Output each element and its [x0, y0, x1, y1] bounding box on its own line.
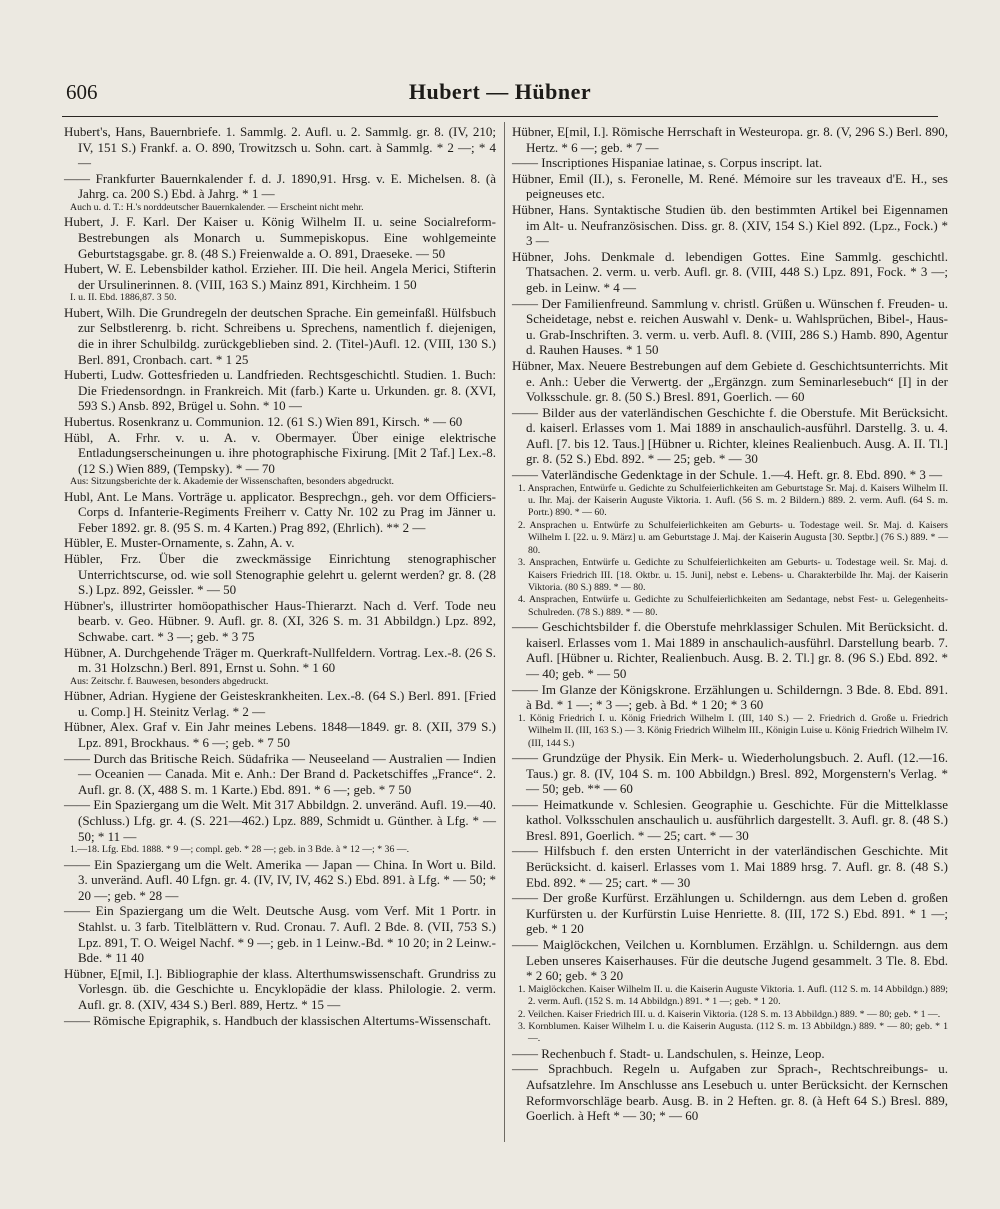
entry-note: 3. Ansprachen, Entwürfe u. Gedichte zu Schulfeierlichkeiten am Geburts- u. Todestage weil. Sr. Maj. d. Kaisers Friedrich III. [18. Oktbr. u. 15. Juni], nebst e. Lebens- u. Charakterbilde Ihr. Maj. der Kaiserin Viktoria. (80 S.) 889. * — 80.	[518, 557, 948, 593]
catalog-entry: —— Der große Kurfürst. Erzählungen u. Schilderngn. aus dem Leben d. großen Kurfürsten u. der Kurfürstin Luise Henriette. 8. (III, 172 S.) Ebd. 891. * 1 —; geb. * 1 20	[512, 890, 948, 937]
entry-note: I. u. II. Ebd. 1886,87. 3 50.	[70, 292, 177, 304]
catalog-entry: Hübner, A. Durchgehende Träger m. Querkraft-Nullfeldern. Vortrag. Lex.-8. (26 S. m. 31 Holzschn.) Berl. 891, Ernst u. Sohn. * 1 60	[64, 644, 496, 676]
catalog-entry: Hübner, Johs. Denkmale d. lebendigen Gottes. Eine Sammlg. geschichtl. Thatsachen. 2. verm. u. verb. Aufl. gr. 8. (VIII, 448 S.) Lpz. 891, Fock. * 3 —; geb. in Leinw. * 4 —	[512, 248, 948, 295]
catalog-entry: Hübner, Emil (II.), s. Feronelle, M. René. Mémoire sur les traveaux d'E. H., ses peigneuses etc.	[512, 170, 948, 202]
catalog-entry: —— Römische Epigraphik, s. Handbuch der klassischen Altertums-Wissenschaft.	[64, 1012, 491, 1028]
catalog-entry: Hübner, Hans. Syntaktische Studien üb. den bestimmten Artikel bei Eigennamen im Alt- u. Neufranzösischen. Diss. gr. 8. (XIV, 154 S.) Kiel 892. (Lpz., Fock.) * 3 —	[512, 201, 948, 249]
catalog-entry: —— Vaterländische Gedenktage in der Schule. 1.—4. Heft. gr. 8. Ebd. 890. * 3 —	[512, 467, 943, 483]
page-number: 606	[66, 80, 98, 104]
catalog-entry: —— Heimatkunde v. Schlesien. Geographie u. Geschichte. Für die Mittelklasse kathol. Volksschulen anschaulich u. ausführlich dargestellt. 3. Aufl. gr. 8. (48 S.) Bresl. 891, Goerlich. * — 25; cart. * — 30	[512, 796, 948, 843]
catalog-entry: Huberti, Ludw. Gottesfrieden u. Landfrieden. Rechtsgeschichtl. Studien. 1. Buch: Die Friedensordngn. in Frankreich. Mit (farb.) Karte u. Urkunden. gr. 8. (XVI, 593 S.) Ansb. 892, Brügel u. Sohn. * 10 —	[64, 367, 496, 414]
column-divider	[504, 122, 505, 1142]
catalog-entry: —— Grundzüge der Physik. Ein Merk- u. Wiederholungsbuch. 2. Aufl. (12.—16. Taus.) gr. 8. (IV, 104 S. m. 100 Abbildgn.) Bresl. 892, Morgenstern's Verlag. * — 50; geb. ** — 60	[512, 749, 948, 797]
header-rule	[62, 116, 938, 117]
entry-note: 1. König Friedrich I. u. König Friedrich Wilhelm I. (III, 140 S.) — 2. Friedrich d. Große u. Friedrich Wilhelm II. (III, 163 S.) — 3. König Friedrich Wilhelm III., Königin Luise u. König Friedrich Wilhelm IV. (III, 144 S.)	[518, 712, 948, 749]
catalog-entry: Hubl, Ant. Le Mans. Vorträge u. applicator. Besprechgn., geh. vor dem Officiers-Corps d. Infanterie-Regiments Freiherr v. Catty Nr. 102 zu Prag im Jänner u. Feber 1892. gr. 8. (95 S. m. 4 Karten.) Prag 892, (Ehrlich). ** 2 —	[64, 488, 496, 535]
catalog-entry: Hübl, A. Frhr. v. u. A. v. Obermayer. Über einige elektrische Entladungserscheinungen u. ihre photographische Fixirung. [Mit 2 Taf.] Lex.-8. (12 S.) Wien 889, (Tempsky). * — 70	[64, 429, 496, 476]
entry-note: 1. Maiglöckchen. Kaiser Wilhelm II. u. die Kaiserin Auguste Viktoria. 1. Aufl. (112 S. m. 14 Abbildgn.) 889; 2. verm. Aufl. (152 S. m. 14 Abbildgn.) 891. * 1 —; geb. * 1 20.	[518, 983, 948, 1008]
entry-note: 4. Ansprachen, Entwürfe u. Gedichte zu Schulfeierlichkeiten am Sedantage, nebst Fest- u. Gelegenheits-Schulreden. (78 S.) 889. * — 80.	[518, 594, 948, 618]
catalog-entry: Hübner, E[mil, I.]. Römische Herrschaft in Westeuropa. gr. 8. (V, 296 S.) Berl. 890, Hertz. * 6 —; geb. * 7 —	[512, 124, 948, 155]
entry-note: Auch u. d. T.: H.'s norddeutscher Bauernkalender. — Erscheint nicht mehr.	[70, 201, 364, 213]
catalog-entry: —— Frankfurter Bauernkalender f. d. J. 1890,91. Hrsg. v. E. Michelsen. 8. (à Jahrg. ca. 200 S.) Ebd. à Jahrg. * 1 —	[64, 170, 496, 202]
catalog-entry: Hübner, Max. Neuere Bestrebungen auf dem Gebiete d. Geschichtsunterrichts. Mit e. Anh.: Ueber die Verwertg. der „Ergänzgn. zum Seminarlesebuch“ [I] in der Volksschule. gr. 8. (50 S.) Bresl. 891, Goerlich. — 60	[512, 357, 948, 405]
entry-note: 1. Ansprachen, Entwürfe u. Gedichte zu Schulfeierlichkeiten am Geburtstage Sr. Maj. d. Kaisers Wilhelm II. u. Ihr. Maj. der Kaiserin Auguste Viktoria. 1. Aufl. (56 S. m. 2 Bildern.) 889. 2. verm. Aufl. (64 S. m. Portr.) 890. * — 60.	[518, 482, 948, 519]
catalog-entry: Hubert, W. E. Lebensbilder kathol. Erzieher. III. Die heil. Angela Merici, Stifterin der Ursulinerinnen. 8. (VIII, 163 S.) Mainz 891, Kirchheim. 1 50	[64, 261, 496, 292]
left-column	[64, 124, 496, 1028]
catalog-entry: —— Ein Spaziergang um die Welt. Amerika — Japan — China. In Wort u. Bild. 3. unveränd. Aufl. 40 Lfgn. gr. 4. (IV, IV, IV, 462 S.) Ebd. 891. à Lfg. * — 50; * 20 —; geb. * 28 —	[64, 856, 496, 903]
catalog-entry: —— Rechenbuch f. Stadt- u. Landschulen, s. Heinze, Leop.	[512, 1045, 825, 1061]
entry-note: 1.—18. Lfg. Ebd. 1888. * 9 —; compl. geb. * 28 —; geb. in 3 Bde. à * 12 —; * 36 —.	[70, 844, 410, 856]
catalog-entry: —— Sprachbuch. Regeln u. Aufgaben zur Sprach-, Rechtschreibungs- u. Aufsatzlehre. Im Anschlusse ans Lesebuch u. unter Berücksicht. der Kernschen Reformvorschläge bearb. Ausg. B. in 2 Heften. gr. 8. (à Heft 64 S.) Bresl. 889, Goerlich. à Heft * — 30; * — 60	[512, 1061, 948, 1124]
catalog-entry: Hübler, E. Muster-Ornamente, s. Zahn, A. v.	[64, 535, 295, 551]
catalog-entry: —— Maiglöckchen, Veilchen u. Kornblumen. Erzählgn. u. Schilderngn. aus dem Leben unseres Kaiserhauses. Für die deutsche Jugend gesammelt. 3 Tle. 8. Ebd. * 2 60; geb. * 3 20	[512, 937, 948, 984]
catalog-entry: —— Ein Spaziergang um die Welt. Deutsche Ausg. vom Verf. Mit 1 Portr. in Stahlst. u. 3 farb. Titelblättern v. Rud. Cronau. 7. Aufl. 2 Bde. 8. (VII, 753 S.) Lpz. 891, T. O. Weigel Nachf. * 9 —; geb. in 1 Leinw.-Bd. * 10 20; in 2 Leinw.-Bde. * 11 40	[64, 903, 496, 966]
entry-note: 3. Kornblumen. Kaiser Wilhelm I. u. die Kaiserin Augusta. (112 S. m. 13 Abbildgn.) 889. * — 80; geb. * 1 —.	[518, 1021, 948, 1045]
catalog-entry: —— Der Familienfreund. Sammlung v. christl. Grüßen u. Wünschen f. Freuden- u. Scheidetage, nebst e. reichen Auswahl v. Denk- u. Wahlsprüchen, Bibel-, Haus- u. Grab-Inschriften. 3. verm. u. verb. Aufl. 8. (VIII, 286 S.) Hamb. 890, Agentur d. Rauhen Hauses. * 1 50	[512, 295, 948, 358]
page-running-title: Hubert — Hübner	[408, 79, 592, 104]
catalog-entry: —— Im Glanze der Königskrone. Erzählungen u. Schilderngn. 3 Bde. 8. Ebd. 891. à Bd. * 1 —; * 3 —; geb. à Bd. * 1 20; * 3 60	[512, 681, 948, 713]
catalog-entry: Hubert, Wilh. Die Grundregeln der deutschen Sprache. Ein gemeinfaßl. Hülfsbuch zur Selbstlerenrg. b. richt. Schreibens u. Sprechens, namentlich f. diejenigen, die in ihrer Schulbildg. zurückgeblieben sind. 2. (Titel-)Aufl. 12. (VIII, 130 S.) Berl. 891, Cronbach. cart. * 1 25	[64, 304, 496, 367]
catalog-entry: Hübner, E[mil, I.]. Bibliographie der klass. Alterthumswissenschaft. Grundriss zu Vorlesgn. üb. die Geschichte u. Encyklopädie der klass. Philologie. 2. verm. Aufl. gr. 8. (XIV, 434 S.) Berl. 889, Hertz. * 15 —	[64, 965, 496, 1012]
entry-note: 2. Ansprachen u. Entwürfe zu Schulfeierlichkeiten am Geburts- u. Todestage weil. Sr. Maj. d. Kaisers Wilhelm I. [22. u. 9. März] u. am Geburtstage J. Maj. der Kaiserin Augusta [30. Septbr.] (76 S.) 889. * — 80.	[518, 519, 948, 556]
catalog-entry: Hübner, Alex. Graf v. Ein Jahr meines Lebens. 1848—1849. gr. 8. (XII, 379 S.) Lpz. 891, Brockhaus. * 6 —; geb. * 7 50	[64, 719, 496, 750]
catalog-entry: Hübner's, illustrirter homöopathischer Haus-Thierarzt. Nach d. Verf. Tode neu bearb. v. Geo. Hübner. 9. Aufl. gr. 8. (XI, 326 S. m. 31 Abbildgn.) Lpz. 892, Schwabe. cart. * 3 —; geb. * 3 75	[64, 597, 496, 645]
catalog-entry: —— Bilder aus der vaterländischen Geschichte f. die Oberstufe. Mit Berücksicht. d. kaiserl. Erlasses vom 1. Mai 1889 in anschaulich-ausführl. Darstellg. 3. u. 4. Aufl. [7. bis 12. Taus.] [Hübner u. Richter, kleines Realienbuch. Ausg. A. II. Tl.] gr. 8. (52 S.) Ebd. 892. * — 25; geb. * — 30	[512, 404, 948, 467]
catalog-entry: —— Geschichtsbilder f. die Oberstufe mehrklassiger Schulen. Mit Berücksicht. d. kaiserl. Erlasses vom 1. Mai 1889 in anschaulich-ausführl. Darstellung bearb. 7. Aufl. [Hübner u. Richter, Realienbuch. Ausg. B. 2. Tl.] gr. 8. (96 S.) Ebd. 892. * — 40; geb. * — 50	[512, 619, 948, 681]
catalog-entry: Hubert, J. F. Karl. Der Kaiser u. König Wilhelm II. u. seine Socialreform-Bestrebungen als Monarch u. Summepiskopus. Eine wohlgemeinte Geburtstagsgabe. gr. 8. (48 S.) Freienwalde a. O. 891, Draeseke. — 50	[64, 214, 496, 261]
catalog-entry: Hubertus. Rosenkranz u. Communion. 12. (61 S.) Wien 891, Kirsch. * — 60	[64, 413, 463, 429]
entry-note: Aus: Zeitschr. f. Bauwesen, besonders abgedruckt.	[70, 675, 269, 687]
catalog-entry: —— Hilfsbuch f. den ersten Unterricht in der vaterländischen Geschichte. Mit Berücksicht. d. kaiserl. Erlasses vom 1. Mai 1889 hrsg. 7. Aufl. gr. 8. (48 S.) Ebd. 892. * — 25; cart. * — 30	[512, 843, 948, 890]
catalog-entry: Hübner, Adrian. Hygiene der Geisteskrankheiten. Lex.-8. (64 S.) Berl. 891. [Fried u. Comp.] H. Steinitz Verlag. * 2 —	[64, 688, 496, 719]
entry-note: 2. Veilchen. Kaiser Friedrich III. u. d. Kaiserin Viktoria. (128 S. m. 13 Abbildgn.) 889. * — 80; geb. * 1 —.	[518, 1008, 941, 1020]
catalog-entry: —— Durch das Britische Reich. Südafrika — Neuseeland — Australien — Indien — Oceanien — Canada. Mit e. Anh.: Der Brand d. Packetschiffes „France“. 2. Aufl. gr. 8. (X, 488 S. m. 1 Karte.) Ebd. 891. * 6 —; geb. * 7 50	[64, 750, 496, 797]
catalog-entry: Hübler, Frz. Über die zweckmässige Einrichtung stenographischer Unterrichtscurse, od. wie soll Stenographie gelehrt u. gelernt werden? gr. 8. (28 S.) Lpz. 892, Geissler. * — 50	[64, 551, 496, 598]
catalog-entry: —— Inscriptiones Hispaniae latinae, s. Corpus inscript. lat.	[512, 155, 823, 171]
entry-note: Aus: Sitzungsberichte der k. Akademie der Wissenschaften, besonders abgedruckt.	[70, 476, 394, 488]
catalog-entry: —— Ein Spaziergang um die Welt. Mit 317 Abbildgn. 2. unveränd. Aufl. 19.—40. (Schluss.) Lfg. gr. 4. (S. 221—462.) Lpz. 889, Schmidt u. Günther. à Lfg. * — 50; * 11 —	[64, 797, 496, 844]
catalog-entry: Hubert's, Hans, Bauernbriefe. 1. Sammlg. 2. Aufl. u. 2. Sammlg. gr. 8. (IV, 210; IV, 151 S.) Frankf. a. O. 890, Trowitzsch u. Sohn. cart. à Sammlg. * 2 —; * 4 —	[64, 124, 496, 171]
right-column	[512, 124, 948, 1124]
